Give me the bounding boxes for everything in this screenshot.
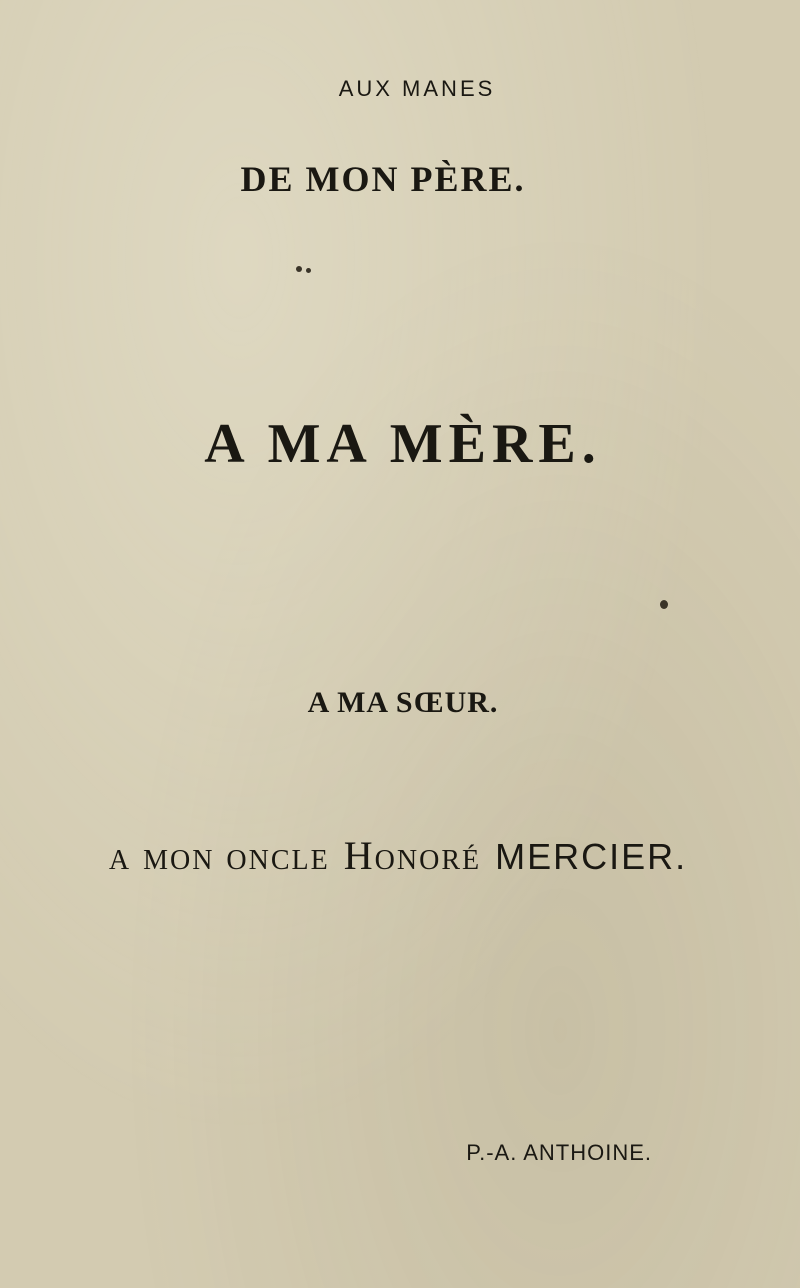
- ink-speck: [296, 266, 302, 272]
- author-signature: P.-A. ANTHOINE.: [466, 1140, 652, 1165]
- dedication-oncle-prefix: a mon oncle: [108, 833, 330, 878]
- ink-speck: [660, 600, 668, 609]
- dedication-oncle-surname: MERCIER.: [495, 836, 688, 877]
- dedication-line-pere: DE MON PÈRE.: [240, 159, 526, 199]
- dedication-oncle-given-name: Honoré: [343, 833, 482, 878]
- dedication-line-soeur: A MA SŒUR.: [307, 686, 499, 719]
- ink-speck: [306, 268, 311, 273]
- dedication-line-oncle: [0, 832, 798, 879]
- dedication-line-mere: A MA MÈRE.: [204, 413, 602, 475]
- dedication-line-aux-manes: AUX MANES: [338, 76, 496, 101]
